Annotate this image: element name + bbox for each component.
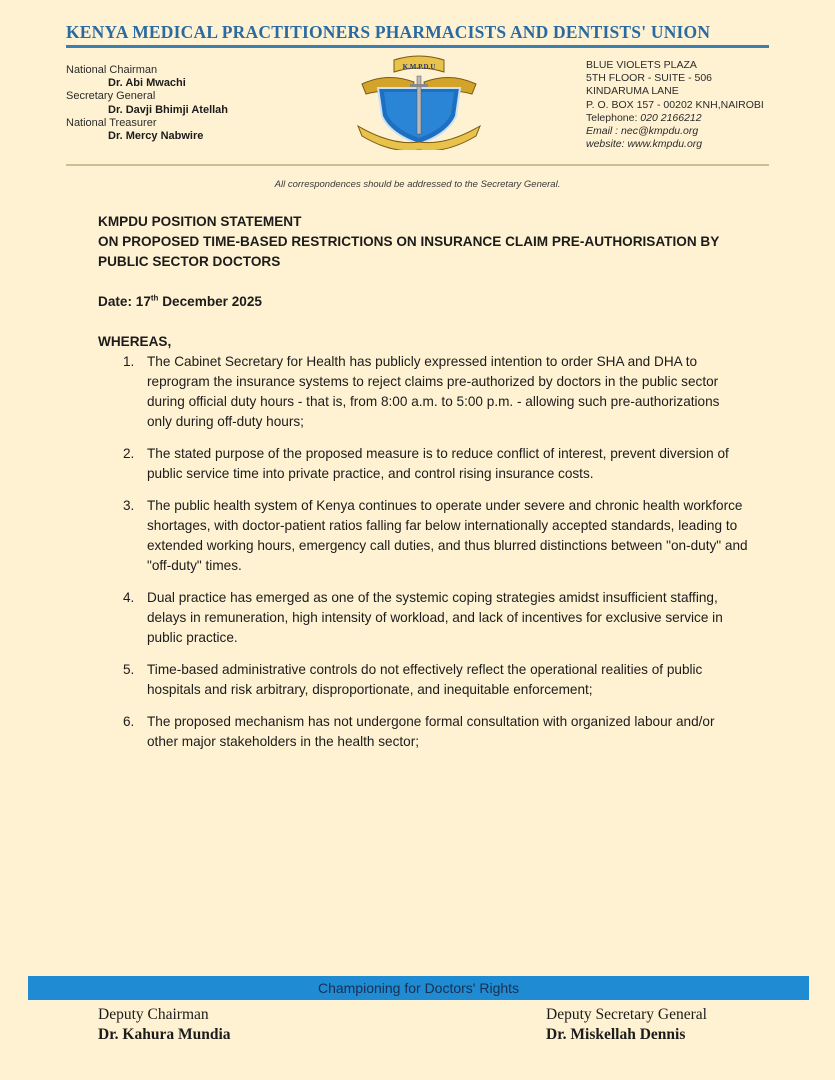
clause-item: 2. The stated purpose of the proposed measure is to reduce conflict of interest, prevent diversion of public service time into private practice, and control rising insurance costs.	[123, 446, 729, 481]
signatory-role: Deputy Secretary General	[546, 1006, 707, 1023]
telephone	[586, 112, 786, 125]
email-address[interactable]: nec@kmpdu.org	[621, 125, 699, 138]
officer-role: National Chairman	[66, 64, 158, 76]
signatory-name: Dr. Miskellah Dennis	[546, 1026, 686, 1043]
website-label: website:	[586, 138, 628, 151]
clause-item: 1. The Cabinet Secretary for Health has publicly expressed intention to order SHA and DHA to reprogram the insurance systems to reject claims pre-authorized by doctors in the public sector during official duty hours - that is, from 8:00 a.m. to 5:00 p.m. - allowing such pre-authorizations only during off-duty hours;	[123, 354, 720, 429]
kmpdu-crest-logo	[352, 54, 486, 150]
website-link[interactable]: www.kmpdu.org	[627, 138, 703, 151]
office-address	[586, 59, 786, 151]
correspondence-note: All correspondences should be addressed to the Secretary General.	[274, 179, 561, 190]
whereas-heading: WHEREAS,	[98, 334, 172, 349]
email-label: Email :	[586, 125, 622, 138]
position-statement	[98, 212, 748, 764]
clause-item: 3. The public health system of Kenya continues to operate under severe and chronic health workforce shortages, with doctor-patient ratios falling far below internationally accepted standards, leading to extended working hours, emergency call duties, and thus blurred distinctions between "on-duty" and "off-duty" times.	[123, 498, 748, 573]
officer-name: Dr. Mercy Nabwire	[108, 130, 204, 143]
letterhead-divider	[66, 164, 769, 166]
national-officers	[66, 64, 326, 143]
address-line: 5TH FLOOR - SUITE - 506	[586, 72, 713, 85]
officer-name: Dr. Davji Bhimji Atellah	[108, 103, 229, 116]
signatory-deputy-chairman	[98, 1005, 231, 1045]
officer-role: National Treasurer	[66, 116, 157, 129]
telephone-number: 020 2166212	[640, 111, 702, 124]
whereas-clauses	[98, 352, 748, 752]
email	[586, 125, 786, 138]
org-name: KENYA MEDICAL PRACTITIONERS PHARMACISTS AND DENTISTS' UNION	[66, 22, 711, 42]
signatory-deputy-secretary-general	[546, 1005, 707, 1045]
website	[586, 138, 786, 151]
clause-item: 5. Time-based administrative controls do not effectively reflect the operational realities of public hospitals and risk arbitrary, disproportionate, and inequitable enforcement;	[123, 662, 703, 697]
statement-date: Date: 17th December 2025	[98, 293, 262, 309]
clause-item: 4. Dual practice has emerged as one of the systemic coping strategies amidst insufficient staffing, delays in remuneration, high intensity of workload, and lack of incentives for exclusive service in public practice.	[123, 590, 723, 645]
address-line: BLUE VIOLETS PLAZA	[586, 59, 697, 71]
officer-name: Dr. Abi Mwachi	[108, 77, 186, 90]
statement-subtitle: ON PROPOSED TIME-BASED RESTRICTIONS ON INSURANCE CLAIM PRE-AUTHORISATION BY PUBLIC SECTOR DOCTORS	[98, 234, 720, 269]
header-rule	[66, 45, 769, 48]
signatory-name: Dr. Kahura Mundia	[98, 1026, 231, 1043]
telephone-label: Telephone:	[586, 111, 641, 124]
statement-title: KMPDU POSITION STATEMENT	[98, 214, 302, 229]
address-line: P. O. BOX 157 - 00202 KNH,NAIROBI	[586, 98, 764, 111]
signatory-role: Deputy Chairman	[98, 1006, 209, 1023]
svg-text:K.M.P.D.U: K.M.P.D.U	[402, 63, 436, 71]
footer-slogan-banner: Championing for Doctors' Rights	[28, 976, 809, 1000]
clause-item: 6. The proposed mechanism has not undergone formal consultation with organized labour and/or other major stakeholders in the health sector;	[123, 714, 715, 749]
shield-crest-icon	[352, 54, 486, 150]
address-line: KINDARUMA LANE	[586, 85, 679, 98]
officer-role: Secretary General	[66, 90, 156, 103]
